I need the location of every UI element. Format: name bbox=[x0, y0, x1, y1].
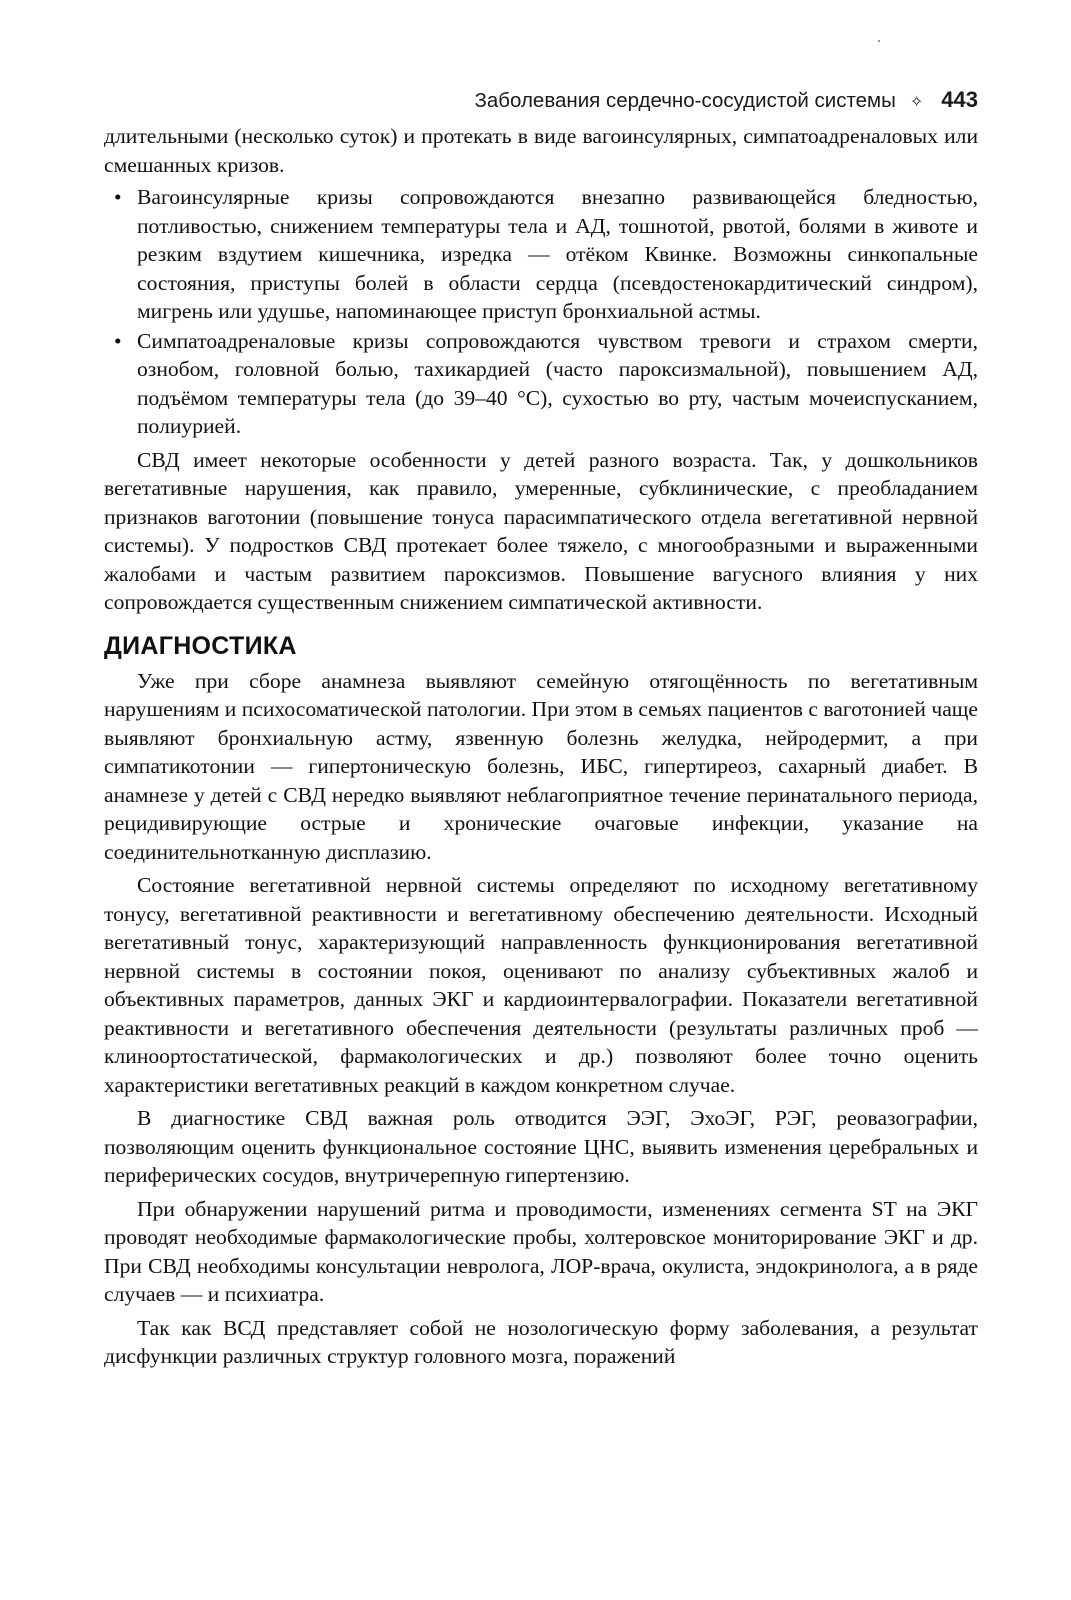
scan-speck bbox=[878, 40, 880, 42]
crisis-types-list bbox=[104, 183, 978, 441]
ornament-icon: ✧ bbox=[909, 94, 924, 111]
running-header bbox=[104, 78, 978, 122]
paragraph-ecg-tests: При обнаружении нарушений ритма и проводимости, изменениях сегмента ST на ЭКГ проводят необходимые фармакологические пробы, холтеровское мониторирование ЭКГ и др. При СВД необходимы консультации невролога, ЛОР-врача, окулиста, эндокринолога, а в ряде случаев — и психиатра. bbox=[104, 1196, 978, 1306]
paragraph-anamnesis: Уже при сборе анамнеза выявляют семейную отягощённость по вегетативным нарушениям и психосоматической патологии. При этом в семьях пациентов с ваготонией чаще выявляют бронхиальную астму, язвенную болезнь желудка, нейродермит, а при симпатикотонии — гипертоническую болезнь, ИБС, гипертиреоз, сахарный диабет. В анамнезе у детей с СВД нередко выявляют неблагоприятное течение перинатального периода, рецидивирующие острые и хронические очаговые инфекции, указание на соединительнотканную дисплазию. bbox=[104, 668, 978, 864]
page-number: 443 bbox=[941, 87, 978, 112]
section-heading: ДИАГНОСТИКА bbox=[104, 631, 297, 660]
list-item-text: Вагоинсулярные кризы сопровождаются внезапно развивающейся бледностью, потливостью, снижением температуры тела и АД, тошнотой, рвотой, болями в животе и резким вздутием кишечника, изредка — отёком Квинке. Возможны синкопальные состояния, приступы болей в области сердца (псевдостенокардитический синдром), мигрень или удушье, напоминающее приступ бронхиальной астмы. bbox=[137, 185, 978, 323]
paragraph-autonomic-state: Состояние вегетативной нервной системы определяют по исходному вегетативному тонусу, вегетативной реактивности и вегетативному обеспечению деятельности. Исходный вегетативный тонус, характеризующий направленность функционирования вегетативной нервной системы в состоянии покоя, оценивают по анализу субъективных жалоб и объективных параметров, данных ЭКГ и кардиоинтервалографии. Показатели вегетативной реактивности и вегетативного обеспечения деятельности (результаты различных проб — клиноортостатической, фармакологических и др.) позволяют более точно оценить характеристики вегетативных реакций в каждом конкретном случае. bbox=[104, 873, 978, 1097]
paragraph-age-features: СВД имеет некоторые особенности у детей разного возраста. Так, у дошкольников вегетативные нарушения, как правило, умеренные, субклинические, с преобладанием признаков ваготонии (повышение тонуса парасимпатического отдела вегетативной нервной системы). У подростков СВД протекает более тяжело, с многообразными и выраженными жалобами и частым развитием пароксизмов. Повышение вагусного влияния у них сопровождается существенным снижением симпатической активности. bbox=[104, 447, 978, 614]
paragraph-instrumental-diagnostics: В диагностике СВД важная роль отводится ЭЭГ, ЭхоЭГ, РЭГ, реовазографии, позволяющим оценить функциональное состояние ЦНС, выявить изменения церебральных и периферических сосудов, внутричерепную гипертензию. bbox=[104, 1106, 978, 1187]
chapter-title: Заболевания сердечно-сосудистой системы bbox=[474, 89, 896, 112]
bullet-icon: • bbox=[114, 185, 122, 209]
list-item-vagoinsular bbox=[104, 183, 978, 326]
paragraph-nosology: Так как ВСД представляет собой не нозологическую форму заболевания, а результат дисфункции различных структур головного мозга, поражений bbox=[104, 1315, 978, 1368]
continued-paragraph: длительными (несколько суток) и протекать в виде вагоинсулярных, симпатоадреналовых или смешанных кризов. bbox=[104, 124, 978, 177]
book-page bbox=[104, 78, 978, 1371]
list-item-sympathoadrenal bbox=[104, 327, 978, 441]
list-item-text: Симпатоадреналовые кризы сопровождаются чувством тревоги и страхом смерти, ознобом, головной болью, тахикардией (часто пароксизмальной), повышением АД, подъёмом температуры тела (до 39–40 °С), сухостью во рту, частым мочеиспусканием, полиурией. bbox=[137, 328, 978, 438]
bullet-icon: • bbox=[114, 328, 122, 353]
